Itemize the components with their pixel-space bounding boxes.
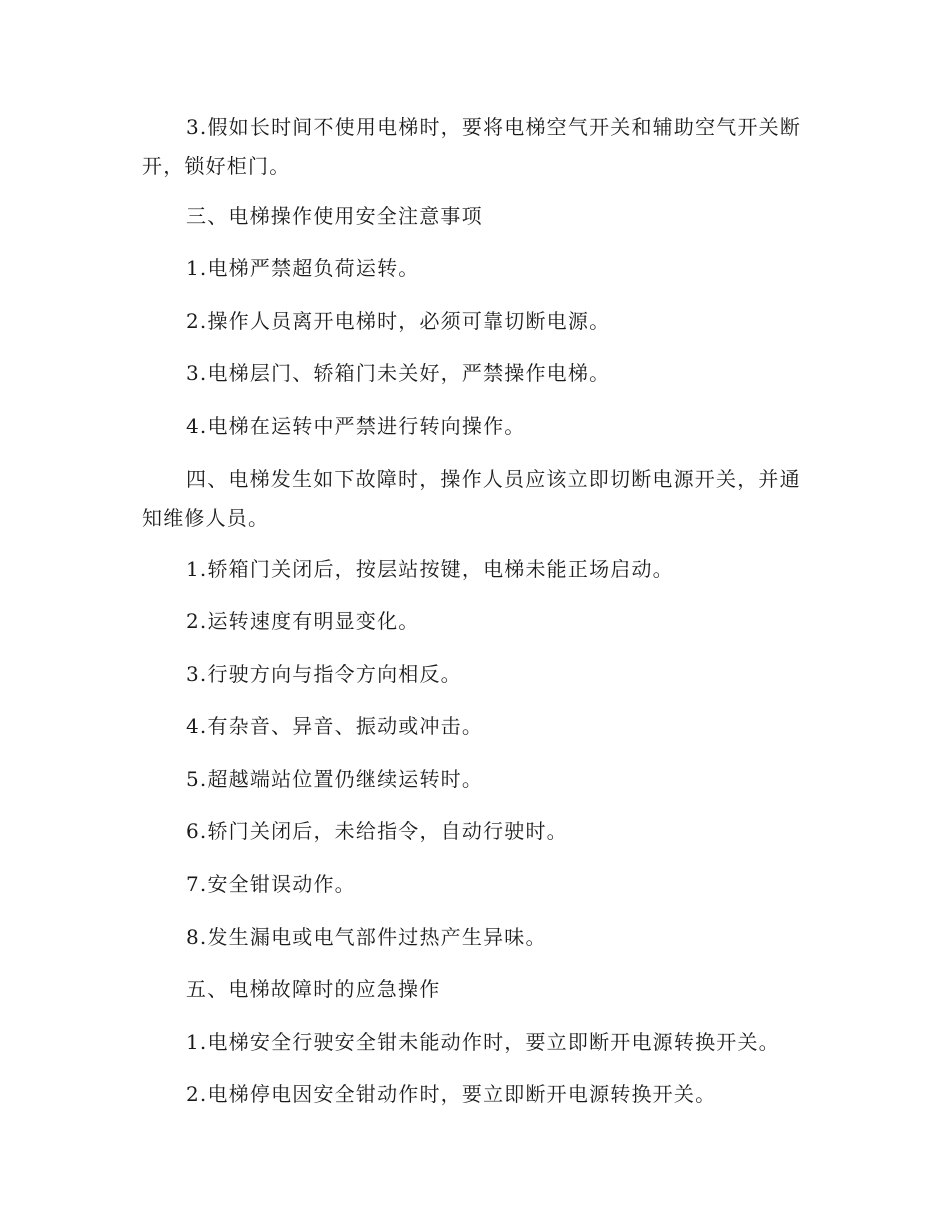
list-item: 6.轿门关闭后，未给指令，自动行驶时。 [186, 819, 568, 843]
list-item: 4.电梯在运转中严禁进行转向操作。 [186, 414, 526, 438]
list-item: 3.行驶方向与指令方向相反。 [186, 662, 462, 686]
list-item: 8.发生漏电或电气部件过热产生异味。 [186, 925, 547, 949]
list-item: 2.运转速度有明显变化。 [186, 609, 420, 633]
section-heading-5: 五、电梯故障时的应急操作 [186, 977, 441, 1001]
list-item: 1.轿箱门关闭后，按层站按键，电梯未能正场启动。 [186, 557, 674, 581]
section-heading-4: 四、电梯发生如下故障时，操作人员应该立即切断电源开关，并通知维修人员。 [142, 467, 801, 530]
list-item: 1.电梯严禁超负荷运转。 [186, 256, 420, 280]
list-item: 5.超越端站位置仍继续运转时。 [186, 767, 484, 791]
paragraph-cabinet-power-off: 3.假如长时间不使用电梯时，要将电梯空气开关和辅助空气开关断开，锁好柜门。 [142, 115, 802, 178]
section-heading-3: 三、电梯操作使用安全注意事项 [186, 204, 483, 228]
list-item: 7.安全钳误动作。 [186, 872, 356, 896]
list-item: 2.电梯停电因安全钳动作时，要立即断开电源转换开关。 [186, 1082, 717, 1106]
list-item: 2.操作人员离开电梯时，必须可靠切断电源。 [186, 309, 611, 333]
list-item: 4.有杂音、异音、振动或冲击。 [186, 714, 484, 738]
list-item: 1.电梯安全行驶安全钳未能动作时，要立即断开电源转换开关。 [186, 1030, 780, 1054]
list-item: 3.电梯层门、轿箱门未关好，严禁操作电梯。 [186, 361, 611, 385]
